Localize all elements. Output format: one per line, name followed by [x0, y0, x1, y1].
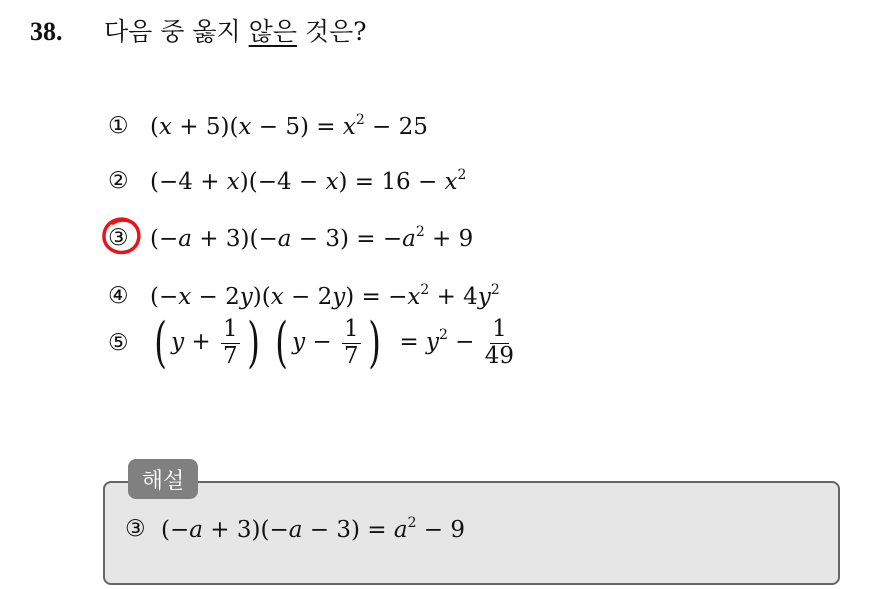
choice-4-expression: $(-x - 2y)(x - 2y) = -x^2 + 4y^2$ [150, 282, 500, 310]
choice-1-marker: ① [108, 113, 129, 139]
explanation-answer [125, 515, 465, 543]
choice-2-expression: $(-4 + x)(-4 - x) = 16 - x^2$ [150, 167, 467, 195]
choice-5-expression: ( y + $\frac{1}{7}$ ) ( y − $\frac{1}{7}$ ) = $y^2$ − $\frac{1}{49}$ [154, 311, 515, 374]
red-circle-mark [101, 216, 143, 256]
choice-1[interactable] [108, 112, 428, 140]
explanation-marker: ③ [125, 516, 146, 542]
question-number: 38. [30, 17, 63, 46]
question-text [104, 12, 367, 48]
explanation-expression: $(-a + 3)(-a - 3) = a^2 - 9$ [161, 515, 466, 543]
choice-1-expression: $(x + 5)(x - 5) = x^2 - 25$ [150, 112, 428, 140]
choice-2-marker: ② [108, 168, 129, 194]
question-text-after: 것은? [296, 17, 367, 46]
choice-3[interactable] [108, 224, 473, 252]
choice-2[interactable] [108, 167, 466, 195]
question-header [30, 12, 367, 48]
choice-3-marker: ③ [108, 225, 129, 251]
choice-3-expression: $(-a + 3)(-a - 3) = -a^2 + 9$ [150, 224, 474, 252]
choice-5-marker: ⑤ [108, 330, 129, 356]
question-text-before: 다음 중 옳지 [104, 17, 249, 46]
choice-4[interactable] [108, 282, 500, 310]
question-underlined-word: 않은 [248, 17, 297, 46]
choice-4-marker: ④ [108, 283, 129, 309]
explanation-tag: 해설 [128, 459, 198, 499]
choice-5[interactable] [108, 311, 517, 374]
